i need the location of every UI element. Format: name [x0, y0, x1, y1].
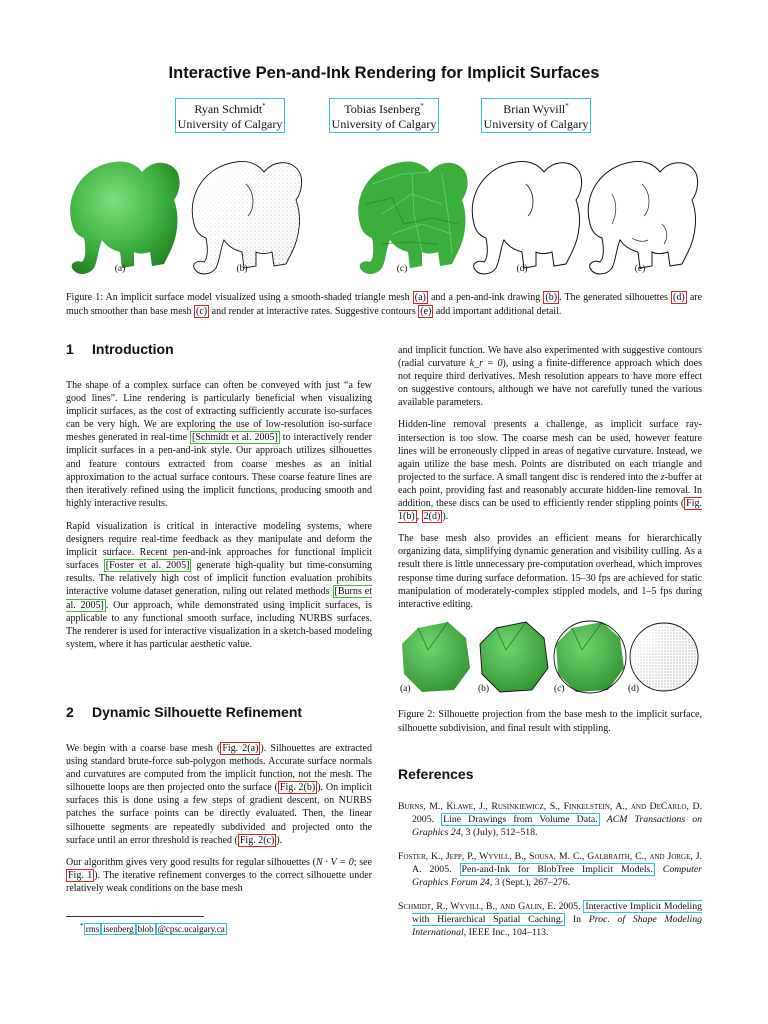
footnote-rule [66, 916, 204, 917]
ref-fig-1b[interactable]: Fig. 1(b) [398, 498, 702, 523]
figure-2 [398, 620, 702, 696]
cite-foster[interactable]: [Foster et al. 2005] [105, 560, 190, 572]
sec1-paragraph-1: The shape of a complex surface can often be conveyed with just “a few good lines”. Line rendering is particularly beneficial when visualizing implicit surfaces, as the cost of extracting sufficiently accurate iso-surfaces can be very high. We are exploring the use of low-resolution iso-surface meshes generated in real-time [Schmidt et al. 2005] to interactively render implicit surfaces in a pen-and-ink style. Our approach utilizes silhouettes and feature contours extracted from coarse meshes as an initial approximation to the actual surface contours. These coarse feature lines are then iteratively refined using the implicit functions, producing smooth and highly interactive results. [66, 380, 373, 509]
references-heading: References [398, 766, 474, 782]
fig1-ref-b[interactable]: (b) [545, 292, 558, 303]
fig1-ref-d[interactable]: (d) [673, 292, 685, 303]
ref-link-burns[interactable]: Line Drawings from Volume Data. [443, 814, 598, 825]
fig1-b-stipple [192, 161, 301, 274]
author-1-link[interactable]: Ryan Schmidt* University of Calgary [175, 98, 286, 133]
email-domain[interactable]: @cpsc.ucalgary.ca [157, 924, 225, 934]
fig2-label-b: (b) [478, 684, 490, 694]
fig1-ref-a[interactable]: (a) [414, 292, 426, 303]
ref-fig-2d[interactable]: 2(d) [423, 511, 441, 523]
email-blob[interactable]: blob [137, 924, 154, 934]
fig1-ref-e[interactable]: (e) [420, 306, 432, 317]
fig1-label-b: (b) [236, 264, 248, 274]
fig2-label-c: (c) [554, 684, 565, 694]
email-isenberg[interactable]: isenberg [103, 924, 134, 934]
reference-burns: Burns, M., Klawe, J., Rusinkiewicz, S., Finkelstein, A., and DeCarlo, D. 2005. Line Drawings from Volume Data. ACM Transactions on Graphics 24, 3 (July), 512–518. [398, 801, 703, 838]
sec2-paragraph-2: Our algorithm gives very good results for regular silhouettes (N · V = 0; see Fig. 1 ). The iterative refinement converges to the correct silhouette under relatively weak conditions on the base mesh [66, 856, 373, 894]
fig1-e-suggestive-contours [588, 161, 697, 274]
paper-title: Interactive Pen-and-Ink Rendering for Implicit Surfaces [168, 64, 600, 82]
fig1-c-base-mesh [358, 161, 467, 274]
ref-link-foster[interactable]: Pen-and-Ink for BlobTree Implicit Models. [461, 864, 653, 875]
ref-fig-2b[interactable]: Fig. 2(b) [279, 782, 316, 794]
fig1-ref-c[interactable]: (c) [196, 306, 208, 317]
figure-2-images [398, 620, 702, 696]
ref-link-schmidt[interactable]: Interactive Implicit Modeling with Hierarchical Spatial Caching. [412, 901, 702, 925]
ref-fig-1[interactable]: Fig. 1 [68, 869, 93, 881]
reference-foster: Foster, K., Jepp, P., Wyvill, B., Sousa, M. C., Galbraith, C., and Jorge, J. A. 2005. Pen-and-Ink for BlobTree Implicit Models. Computer Graphics Forum 24, 3 (Sept.), 267–276. [398, 851, 702, 888]
sec1-paragraph-2: Rapid visualization is critical in interactive modeling systems, where designers require real-time feedback as they manipulate and deform the implicit surface. Recent pen-and-ink approaches for functional implicit surfaces [Foster et al. 2005] generate high-quality but time-consuming results. The relatively high cost of implicit function evaluation prohibits interactive volume dataset generation, ruling out related methods [Burns et al. 2005] . Our approach, while demonstrated using implicit surfaces, is applicable to any functional smooth surface, including NURBS surfaces. The renderer is used for interactive visualization in a sketch-based modeling system, where it has particular aesthetic value. [66, 520, 373, 650]
col2-paragraph-1: and implicit function. We have also experimented with suggestive contours (radial curvature k_r = 0), using a finite-difference approach which does not require third derivatives. Mesh resolution appears to have more effect on suggestive contours, although we have not carefully tuned the various available parameters. [398, 345, 703, 409]
cite-burns[interactable]: [Burns et al. 2005] [66, 586, 372, 611]
ref-fig-2a[interactable]: Fig. 2(a) [222, 743, 259, 754]
sec2-paragraph-1: We begin with a coarse base mesh ( Fig. 2(a) ). Silhouettes are extracted using standard brute-force sub-polygon methods. Accurate surface normals and curvatures are computed from the implicit function, not the mesh. The silhouette loops are then projected onto the surface ( Fig. 2(b) ). On implicit surfaces this is done using a few steps of gradient descent, on NURBS patches the surface points can be directly evaluated. Then, the linear silhouette segments are repeatedly subdivided and projected onto the surface until an error threshold is reached ( Fig. 2(c) ). [66, 743, 373, 846]
section-2-heading: 2 Dynamic Silhouette Refinement [66, 704, 303, 720]
figure-1-caption: Figure 1: An implicit surface model visualized using a smooth-shaded triangle mesh (a) and a pen-and-ink drawing (b) . The generated silhouettes (d) are much smoother than base mesh (c) and render at interactive rates. Suggestive contours (e) add important additional detail. [66, 292, 703, 317]
section-1-heading: 1 Introduction [66, 341, 174, 357]
author-3 [476, 98, 596, 133]
fig1-label-c: (c) [396, 264, 408, 274]
fig1-d-silhouettes [472, 161, 581, 274]
figure-1 [62, 152, 702, 282]
reference-schmidt: Schmidt, R., Wyvill, B., and Galin, E. 2005. Interactive Implicit Modeling with Hierarchical Spatial Caching. In Proc. of Shape Modeling International, IEEE Inc., 104–113. [398, 901, 702, 938]
author-2-link[interactable]: Tobias Isenberg* University of Calgary [329, 98, 440, 133]
col2-paragraph-3: The base mesh also provides an efficient means for hierarchically organizing data, simplifying dynamic generation and visibility culling. As a result there is little unnecessary pre-computation overhead, which improves response time during surface deformation. 15–30 fps are achieved for static manipulation of moderately-complex stippled models, and 1–5 fps during interactive editing. [398, 533, 702, 610]
ref-fig-2c[interactable]: Fig. 2(c) [239, 834, 275, 846]
author-2 [324, 98, 444, 133]
section-1-body [66, 379, 372, 651]
cite-schmidt[interactable]: [Schmidt et al. 2005] [192, 432, 278, 444]
fig1-label-d: (d) [516, 264, 528, 274]
references-list [398, 800, 702, 939]
fig2-d-stippled [630, 623, 698, 691]
fig1-label-e: (e) [634, 264, 646, 274]
fig2-label-a: (a) [400, 684, 411, 694]
right-column-body [398, 344, 702, 611]
figure-2-caption: Figure 2: Silhouette projection from the base mesh to the implicit surface, silhouette subdivision, and final result with stippling. [398, 709, 702, 734]
fig1-label-a: (a) [114, 264, 126, 274]
fig2-c-subdivided [554, 621, 626, 693]
figure-1-images [62, 152, 702, 282]
footnote: * rms isenberg blob @cpsc.ucalgary.ca [80, 921, 225, 934]
section-2-body [66, 742, 372, 895]
email-rms[interactable]: rms [85, 924, 100, 934]
author-1 [170, 98, 290, 133]
fig2-a-base-mesh [402, 622, 470, 692]
fig1-a-smooth-mesh [70, 161, 179, 274]
fig2-label-d: (d) [628, 684, 640, 694]
author-3-link[interactable]: Brian Wyvill* University of Calgary [481, 98, 592, 133]
col2-paragraph-2: Hidden-line removal presents a challenge, as implicit surface ray-intersection is too slow. The coarse mesh can be used, however feature lines will be erroneously clipped in areas of negative curvature. Instead, we again utilize the base mesh. Points are distributed on each triangle and projected to the surface. A small tangent disc is rendered into the z-buffer at each point, providing fast and reasonably accurate hidden-line removal. In addition, these discs can be used to efficiently render stippling points ( Fig. 1(b) , 2(d) ). [398, 419, 703, 523]
fig2-b-projected [480, 622, 548, 692]
